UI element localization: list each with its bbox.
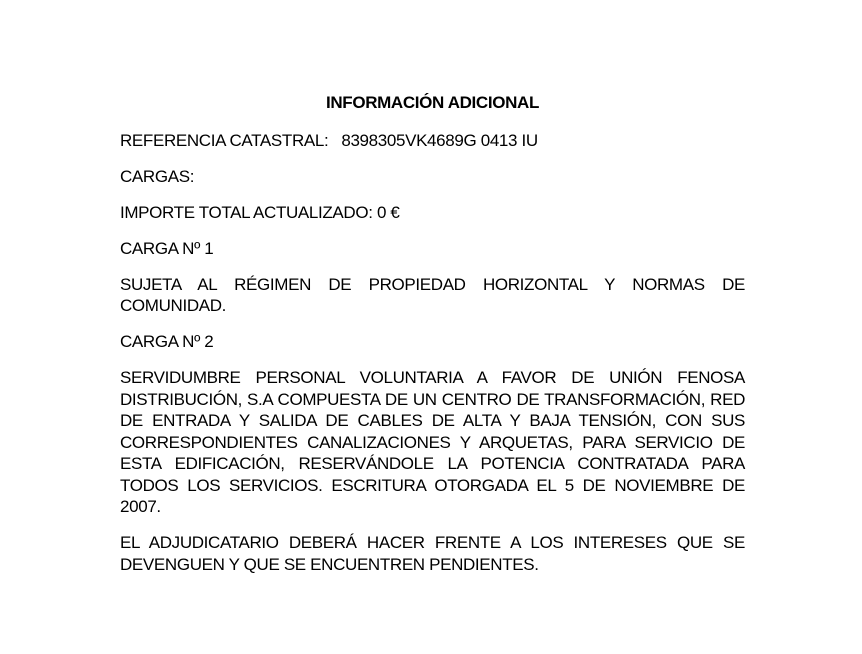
- referencia-catastral-label: REFERENCIA CATASTRAL:: [120, 130, 329, 150]
- document-title: INFORMACIÓN ADICIONAL: [325, 93, 539, 112]
- carga-1-heading: CARGA Nº 1: [120, 238, 214, 258]
- carga-2-heading: CARGA Nº 2: [120, 332, 214, 351]
- importe-total-line: IMPORTE TOTAL ACTUALIZADO: 0 €: [120, 202, 400, 222]
- carga-2-body: SERVIDUMBRE PERSONAL VOLUNTARIA A FAVOR DE UNIÓN FENOSA DISTRIBUCIÓN, S.A COMPUESTA DE UN CENTRO DE TRANSFORMACIÓN, RED DE ENTRADA Y SALIDA DE CABLES DE ALTA Y BAJA TENSIÓN, CON SUS CORRESPONDIENTES CANALIZACIONES Y ARQUETAS, PARA SERVICIO DE ESTA EDIFICACIÓN, RESERVÁNDOLE LA POTENCIA CONTRATADA PARA TODOS LOS SERVICIOS. ESCRITURA OTORGADA EL 5 DE NOVIEMBRE DE 2007.: [120, 368, 745, 516]
- carga-1-body: SUJETA AL RÉGIMEN DE PROPIEDAD HORIZONTAL Y NORMAS DE COMUNIDAD.: [120, 274, 745, 315]
- closing-paragraph: EL ADJUDICATARIO DEBERÁ HACER FRENTE A LOS INTERESES QUE SE DEVENGUEN Y QUE SE ENCUENTREN PENDIENTES.: [120, 533, 745, 574]
- referencia-catastral-line: [120, 130, 745, 152]
- cargas-heading: CARGAS:: [120, 166, 195, 186]
- referencia-catastral-value: 8398305VK4689G 0413 IU: [341, 130, 538, 150]
